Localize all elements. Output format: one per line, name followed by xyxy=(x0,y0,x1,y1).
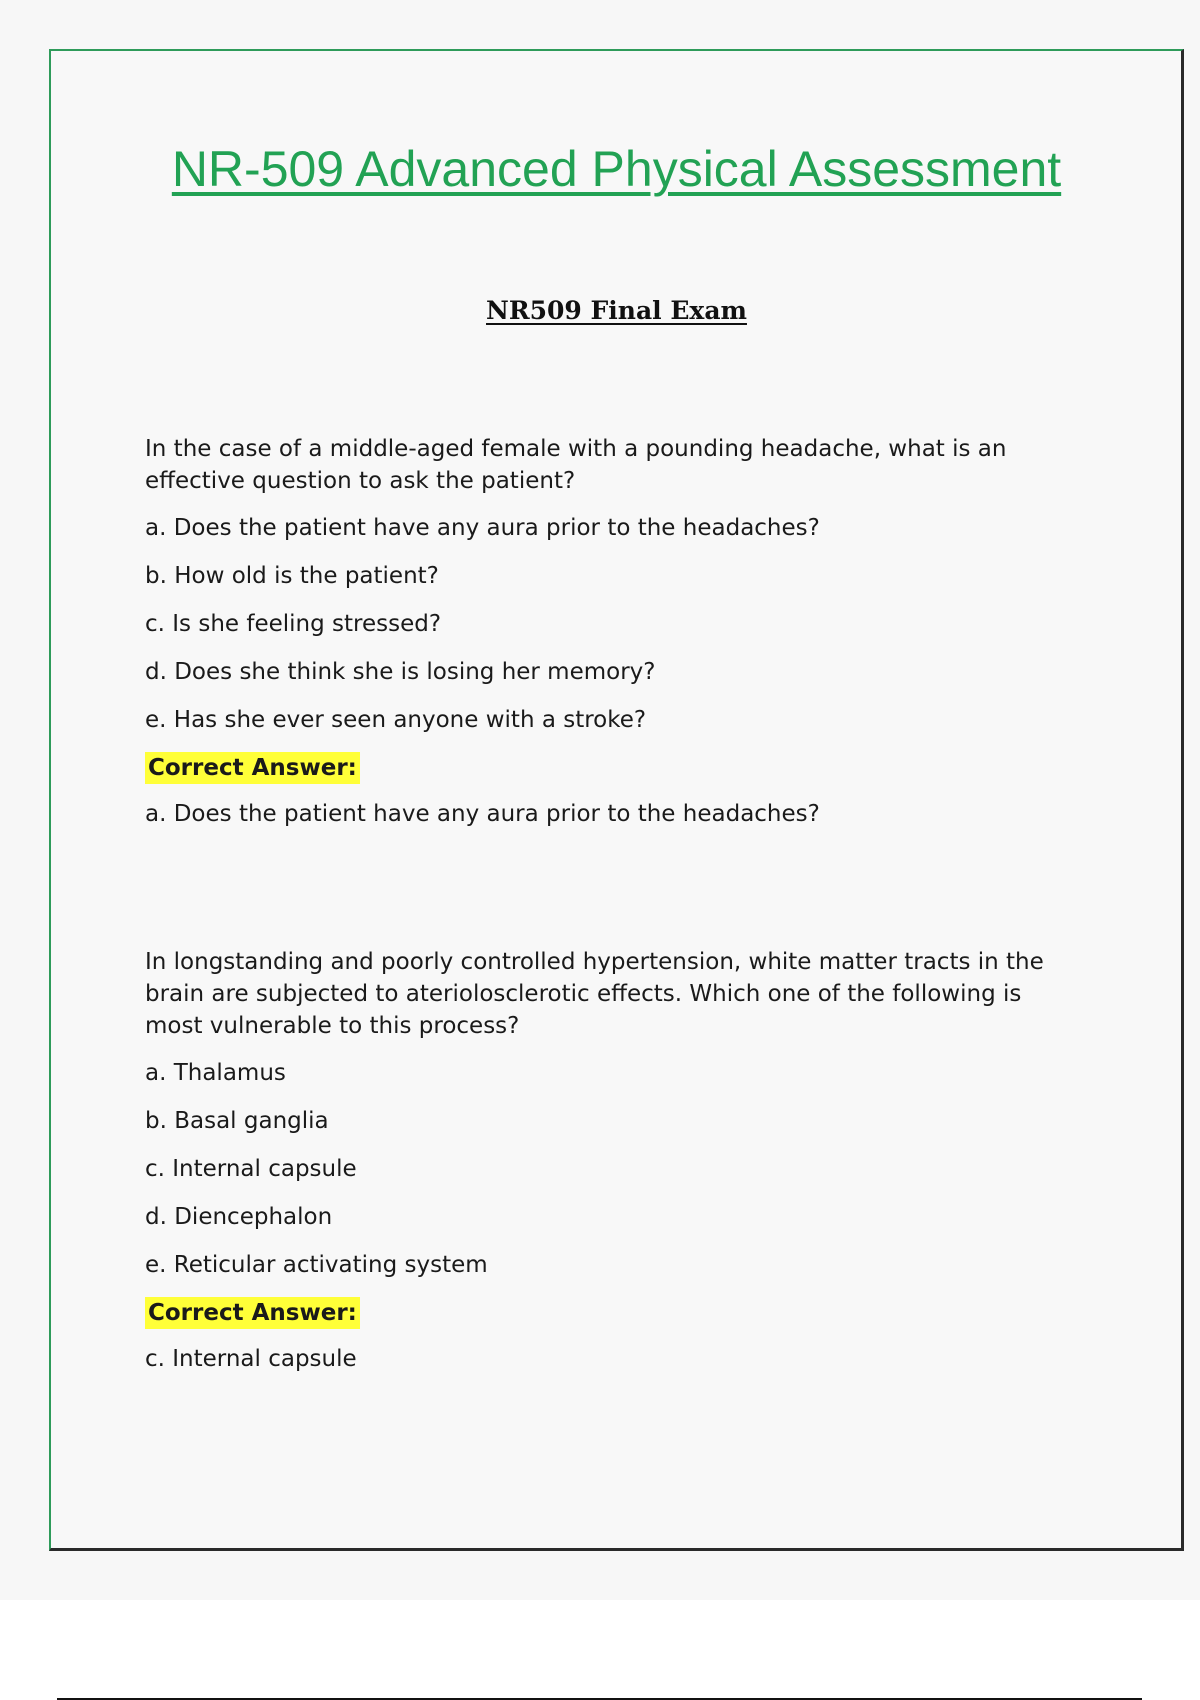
document-title xyxy=(0,140,1200,198)
option-e: e. Has she ever seen anyone with a stroke? xyxy=(145,707,647,733)
option-a: a. Does the patient have any aura prior to the headaches? xyxy=(145,515,820,541)
document-title-text: NR-509 Advanced Physical Assessment xyxy=(171,141,1062,197)
option-b: b. How old is the patient? xyxy=(145,563,439,589)
option-d: d. Does she think she is losing her memory? xyxy=(145,659,656,685)
correct-answer-label: Correct Answer: xyxy=(145,752,360,784)
question-text: In the case of a middle-aged female with a pounding headache, what is an effective question to ask the patient? xyxy=(145,436,1007,494)
correct-answer-value: a. Does the patient have any aura prior to the headaches? xyxy=(145,801,820,827)
correct-answer-label: Correct Answer: xyxy=(145,1297,360,1329)
exam-subtitle xyxy=(0,296,1200,325)
correct-answer-value: c. Internal capsule xyxy=(145,1346,357,1372)
option-e: e. Reticular activating system xyxy=(145,1252,488,1278)
question-1 xyxy=(145,433,1075,830)
option-c: c. Internal capsule xyxy=(145,1156,357,1182)
option-d: d. Diencephalon xyxy=(145,1204,333,1230)
question-2 xyxy=(145,946,1075,1375)
option-b: b. Basal ganglia xyxy=(145,1108,329,1134)
exam-subtitle-text: NR509 Final Exam xyxy=(486,296,747,325)
option-a: a. Thalamus xyxy=(145,1060,286,1086)
option-c: c. Is she feeling stressed? xyxy=(145,611,442,637)
question-text: In longstanding and poorly controlled hypertension, white matter tracts in the brain are subjected to ateriolosclerotic effects. Which one of the following is most vulnerable to this process? xyxy=(145,949,1044,1039)
